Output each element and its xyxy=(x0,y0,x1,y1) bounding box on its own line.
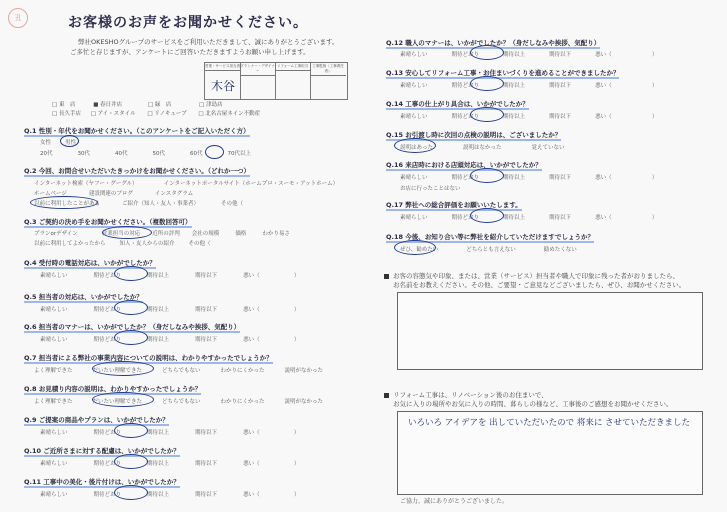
page-title: お客様のお声をお聞かせください。 xyxy=(68,15,308,31)
intro-line-1: 弊社OKESHOグループのサービスをご利用いただきまして、誠にありがとうございます。 xyxy=(78,38,339,46)
close-paren: ） xyxy=(652,52,658,58)
close-paren: ） xyxy=(294,461,300,467)
q8-options: よく理解できた だいたい理解できた どちらでもない わかりにくかった 説明がなかった xyxy=(34,399,324,405)
circle-mark xyxy=(114,485,148,500)
table-header: プランナー・デザイナー xyxy=(240,63,275,76)
q10-label: Q.10 ご近所さまに対する配慮は、いかがでしたか？ xyxy=(24,447,180,455)
q18-label: Q.18 今後、お知り合い等に弊社を紹介していただけますでしょうか？ xyxy=(386,233,594,241)
bullet-icon xyxy=(384,393,389,398)
checkbox[interactable]: □ xyxy=(199,102,205,108)
circle-mark xyxy=(114,423,148,438)
q10-options: 素晴らしい 期待どおり 期待以上 期待以下 悪い（ xyxy=(40,461,260,467)
comment2-textarea[interactable] xyxy=(397,411,703,495)
handwritten-comment: いろいろ アイデアを 出していただいたので 将来に させていただきました xyxy=(408,418,691,428)
q2-row-2: ホームページ 建設関連のブログ インスタグラム xyxy=(34,191,194,197)
brand-row-2 xyxy=(52,109,260,117)
close-paren: ） xyxy=(294,337,300,343)
checkbox[interactable]: □ xyxy=(147,102,154,108)
circle-mark xyxy=(470,45,504,60)
q12-options: 素晴らしい 期待どおり 期待以上 期待以下 悪い（ xyxy=(400,52,612,58)
q1-ages: 20代 30代 40代 50代 60代 70代以上 xyxy=(40,151,251,157)
q1-label: Q.1 性別・年代をお聞かせください。（このアンケートをご記入いただく方） xyxy=(24,127,250,135)
q8-label: Q.8 お見積り内容の説明は、わかりやすかったでしょうか？ xyxy=(24,385,202,393)
circle-mark xyxy=(60,135,79,147)
q4-options: 素晴らしい 期待どおり 期待以上 期待以下 悪い（ xyxy=(40,273,260,279)
circle-mark xyxy=(30,196,98,209)
q6-options: 素晴らしい 期待どおり 期待以上 期待以下 悪い（ xyxy=(40,337,260,343)
comment1-textarea[interactable] xyxy=(397,292,703,370)
q4-label: Q.4 受付時の電話対応は、いかがでしたか？ xyxy=(24,259,156,267)
q3-row-2: 以前に利用してよかったから 知人・友人からの紹介 その他（ xyxy=(34,241,211,247)
checkbox-checked[interactable]: ■ xyxy=(93,102,99,108)
q9-options: 素晴らしい 期待どおり 期待以上 期待以下 悪い（ xyxy=(40,430,260,436)
close-paren: ） xyxy=(652,114,658,120)
q15-options: 説明はあった 説明はなかった 覚えていない xyxy=(400,145,565,151)
q5-options: 素晴らしい 期待どおり 期待以上 期待以下 悪い（ xyxy=(40,307,260,313)
table-header: リフォーム工事担当 xyxy=(275,63,310,71)
q13-label: Q.13 安心してリフォーム工事・お住まいづくりを進めることができましたか？ xyxy=(386,69,620,77)
brand-row-1 xyxy=(52,100,223,108)
thanks-text: ご協力、誠にありがとうございました。 xyxy=(400,498,509,505)
close-paren: ） xyxy=(294,492,300,498)
checkbox[interactable]: □ xyxy=(147,111,153,117)
circle-mark xyxy=(470,168,504,183)
close-paren: ） xyxy=(652,175,658,181)
checkbox[interactable]: □ xyxy=(52,111,58,117)
close-paren: ） xyxy=(652,215,658,221)
brand-label: 春日井店 xyxy=(100,102,123,108)
circle-mark xyxy=(92,361,154,376)
q3-label: Q.3 ご契約の決め手をお聞かせください。（複数回答可） xyxy=(24,218,192,226)
table-header: 営業・サービス担当者 xyxy=(205,63,240,71)
q13-options: 素晴らしい 期待どおり 期待以上 期待以下 悪い（ xyxy=(400,83,612,89)
checkbox[interactable]: □ xyxy=(90,111,96,117)
q1-gender: 女性 男性 xyxy=(40,140,77,146)
q7-label: Q.7 担当者による弊社の事業内容についての説明は、わかりやすかったでしょうか？ xyxy=(24,354,273,362)
bullet-icon xyxy=(384,274,389,279)
brand-label: 北名古屋ネイン不動産 xyxy=(205,111,261,117)
circle-mark xyxy=(394,240,436,255)
circle-mark xyxy=(92,392,154,407)
circle-mark xyxy=(470,107,504,122)
comment2-label-1: リフォーム工事は、リノベーション後のお住まいで、 xyxy=(384,391,548,400)
brand-label: リノキューブ xyxy=(154,111,187,117)
circle-mark xyxy=(470,76,504,91)
close-paren: ） xyxy=(294,430,300,436)
close-paren: ） xyxy=(294,273,300,279)
q2-label: Q.2 今回、お問合せいただいたきっかけをお聞かせください。（どれか一つ） xyxy=(24,167,251,175)
comment1-label-1: お客の容態気や印象、または、営業（サービス）担当者や職人で印象に残った者がおりましたら、 xyxy=(384,272,679,281)
q6-label: Q.6 担当者のマナーは、いかがでしたか？（身だしなみや挨拶、気配り） xyxy=(24,323,241,331)
table-header: 工事監督（工事責任者） xyxy=(310,63,346,76)
q14-label: Q.14 工事の仕上がり具合は、いかがでしたか？ xyxy=(386,100,529,108)
brand-label: 長久手店 xyxy=(58,111,81,117)
q16-options: 素晴らしい 期待どおり 期待以上 期待以下 悪い（ xyxy=(400,175,612,181)
q11-options: 素晴らしい 期待どおり 期待以上 期待以下 悪い（ xyxy=(40,492,260,498)
circle-mark xyxy=(394,138,436,153)
close-paren: ） xyxy=(294,307,300,313)
q11-label: Q.11 工事中の美化・後片付けは、いかがでしたか？ xyxy=(24,478,180,486)
circle-mark xyxy=(102,226,152,239)
stamp-mark: 丑 xyxy=(8,8,28,28)
q2-row-3: 以前に利用したことがある ご紹介（知人・友人・事業者） その他（ xyxy=(34,201,244,207)
brand-label: 緑 店 xyxy=(154,102,172,108)
circle-mark xyxy=(114,300,148,315)
brand-label: アイ・スタイル xyxy=(97,111,136,117)
q18-options: ぜひ、勧めたい どちらとも言えない 勧めたくない xyxy=(400,247,577,253)
q5-label: Q.5 担当者の対応は、いかがでしたか？ xyxy=(24,293,143,301)
comment2-label-2: お気に入りの場所やお気に入りの時間、暮らしの様など、工事後のご感想をお聞かせください。 xyxy=(393,400,673,408)
handwritten-name: 木谷 xyxy=(211,79,236,93)
q14-options: 素晴らしい 期待どおり 期待以上 期待以下 悪い（ xyxy=(400,114,612,120)
q17-options: 素晴らしい 期待どおり 期待以上 期待以下 悪い（ xyxy=(400,215,612,221)
q17-label: Q.17 弊社への総合評価をお願いいたします。 xyxy=(386,201,522,209)
q12-label: Q.12 職人のマナーは、いかがでしたか？（身だしなみや挨拶、気配り） xyxy=(386,39,601,47)
q16-extra: お店に行ったことはない xyxy=(400,186,461,192)
comment1-label-2: お名前をお教えください。その他、ご要望・ご意見などございましたら、ぜひ、お聞かせください。 xyxy=(393,281,686,289)
circle-mark xyxy=(205,145,224,159)
q9-label: Q.9 ご提案の商品やプランは、いかがでしたか？ xyxy=(24,416,169,424)
staff-table xyxy=(204,62,348,100)
brand-label: 津島店 xyxy=(206,102,223,108)
q2-row-1: インターネット検索（ヤフー・グーグル） インターネットポータルサイト（ホームプロ・スーモ・アットホーム） xyxy=(34,181,339,187)
q3-row-1: プランorデザイン 営業担当の対応 近所の評判 会社の規模 価格 わかり易さ xyxy=(34,231,290,237)
checkbox[interactable]: □ xyxy=(198,111,204,117)
circle-mark xyxy=(470,208,504,223)
intro-line-2: ご多忙と存じますが、アンケートにご回答いただきますようお願い申し上げます。 xyxy=(70,48,310,56)
close-paren: ） xyxy=(652,83,658,89)
circle-mark xyxy=(114,266,148,281)
circle-mark xyxy=(114,454,148,469)
checkbox[interactable]: □ xyxy=(52,102,58,108)
q7-options: よく理解できた だいたい理解できた どちらでもない わかりにくかった 説明がなかった xyxy=(34,368,324,374)
q15-label: Q.15 お引渡し時に次回の点検の説明は、ございましたか？ xyxy=(386,131,562,139)
circle-mark xyxy=(114,330,148,345)
q16-label: Q.16 来店時における店頭対応は、いかがでしたか？ xyxy=(386,161,542,169)
brand-label: 東 店 xyxy=(58,102,76,108)
